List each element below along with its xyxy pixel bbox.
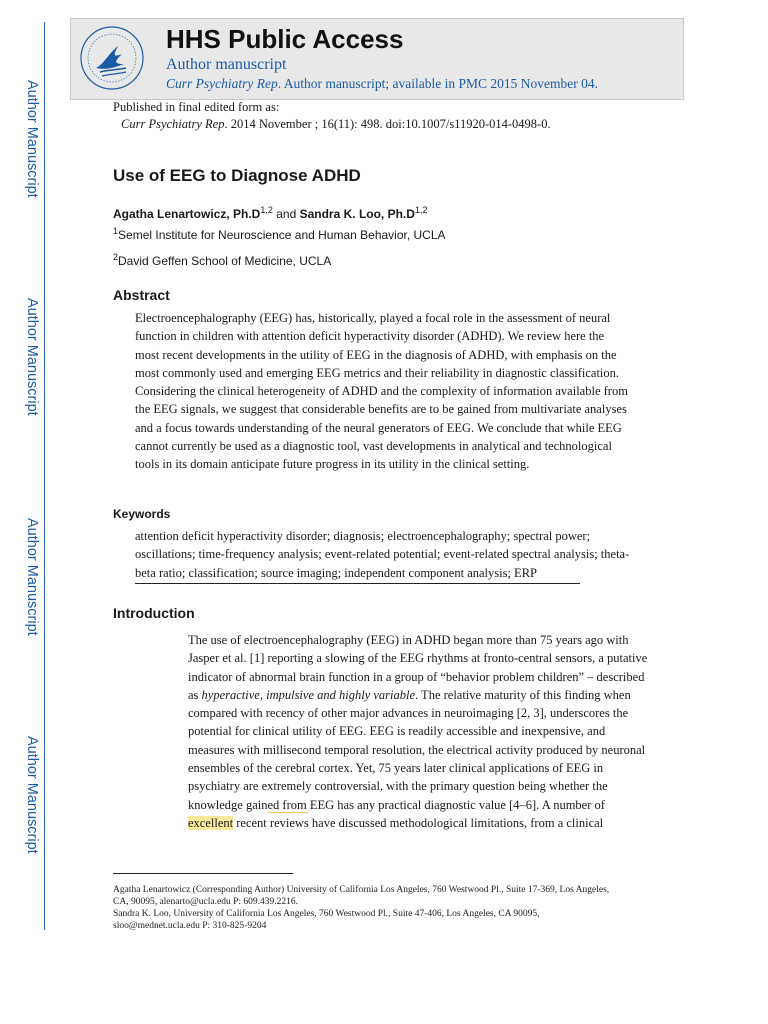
affiliation-2: $^2$David Geffen School of Medicine, UCLA (113, 252, 332, 268)
article-title: Use of EEG to Diagnose ADHD (113, 166, 361, 185)
affiliation-1: $^1$Semel Institute for Neuroscience and Human Behavior, UCLA (113, 226, 446, 242)
margin-rule (44, 22, 45, 930)
author-manuscript-label: Author manuscript (166, 56, 287, 73)
author-name: Agatha Lenartowicz, Ph.D (113, 207, 261, 221)
author-name: Sandra K. Loo, Ph.D (299, 207, 415, 221)
footnote-divider (113, 873, 293, 874)
published-in-label: Published in final edited form as: (113, 100, 280, 114)
abstract-text: Electroencephalography (EEG) has, historically, played a focal role in the assessment of neural function in children with attention deficit hyperactivity disorder (ADHD). We review here the most recent developments in the utility of EEG in the diagnosis of ADHD, with emphasis on the most commonly used and emerging EEG metrics and their reliability in diagnostic classification. Considering the clinical heterogeneity of ADHD and the complexity of information available from the EEG signals, we suggest that considerable benefits are to be gained from multivariate analyses and a focus towards understanding of the neural generators of EEG. We conclude that while EEG cannot currently be used as a diagnostic tool, vast developments in analytical and technological tools in its domain anticipate future progress in its utility in the clinical setting. (135, 311, 628, 472)
sidebar-label-author-manuscript: Author Manuscript (24, 518, 40, 636)
section-divider (135, 583, 580, 584)
author-list: Agatha Lenartowicz, $Ph.D^{1,2}$ and Sandra K. Loo, $Ph.D^{1,2}$ (113, 205, 428, 221)
text-highlight: excellent (188, 815, 234, 830)
keywords-text: attention deficit hyperactivity disorder; diagnosis; electroencephalography; spectral power; oscillations; time-frequency analysis; event-related potential; event-related spectral analysis; theta- beta ratio; classification; source imaging; independent component analysis; ERP (135, 529, 630, 580)
sidebar-label-author-manuscript: Author Manuscript (24, 80, 40, 198)
abstract-heading: Abstract (113, 287, 170, 303)
sidebar-label-author-manuscript: Author Manuscript (24, 736, 40, 854)
author-contact-footnote: Agatha Lenartowicz (Corresponding Author) University of California Los Angeles, 760 Westwood Pl., Suite 17-369, Los Angeles, CA, 90095, alenarto@ucla.edu P: 609.439.2216. Sandra K. Loo, University of California Los Angeles, 760 Westwood Pl., Suite 47-406, Los Angeles, CA 90095, sloo@mednet.ucla.edu P: 310-825-9204 (113, 885, 610, 931)
citation-line: Curr Psychiatry Rep. 2014 November ; 16(11): 498. doi:10.1007/s11920-014-0498-0. (121, 117, 551, 131)
sidebar-label-author-manuscript: Author Manuscript (24, 298, 40, 416)
text-highlight: ed from (267, 797, 307, 812)
pmc-availability-line: Curr Psychiatry Rep. Author manuscript; available in PMC 2015 November 04. (166, 76, 598, 91)
hhs-public-access-title: HHS Public Access (166, 24, 404, 54)
keywords-heading: Keywords (113, 507, 171, 521)
introduction-text: The use of electroencephalography (EEG) in ADHD began more than 75 years ago with Jasper et al. [1] reporting a slowing of the EEG rhythms at fronto-central sensors, a putative indicator of abnormal brain function in a group of “behavior problem children” – described as hyperactive, impulsive and highly variable. The relative maturity of this finding when compared with recency of other major advances in neuroimaging [2, 3], underscores the potential for clinical utility of EEG. EEG is readily accessible and inexpensive, and measures with millisecond temporal resolution, the electrical activity produced by neuronal ensembles of the cerebral cortex. Yet, 75 years later clinical applications of EEG in psychiatry are extremely controversial, with the primary question being whether the knowledge gained from EEG has any practical diagnostic value [4–6]. A number of excellent recent reviews have discussed methodological limitations, from a clinical (188, 633, 648, 830)
introduction-heading: Introduction (113, 605, 195, 621)
hhs-eagle-logo-icon (78, 24, 146, 92)
